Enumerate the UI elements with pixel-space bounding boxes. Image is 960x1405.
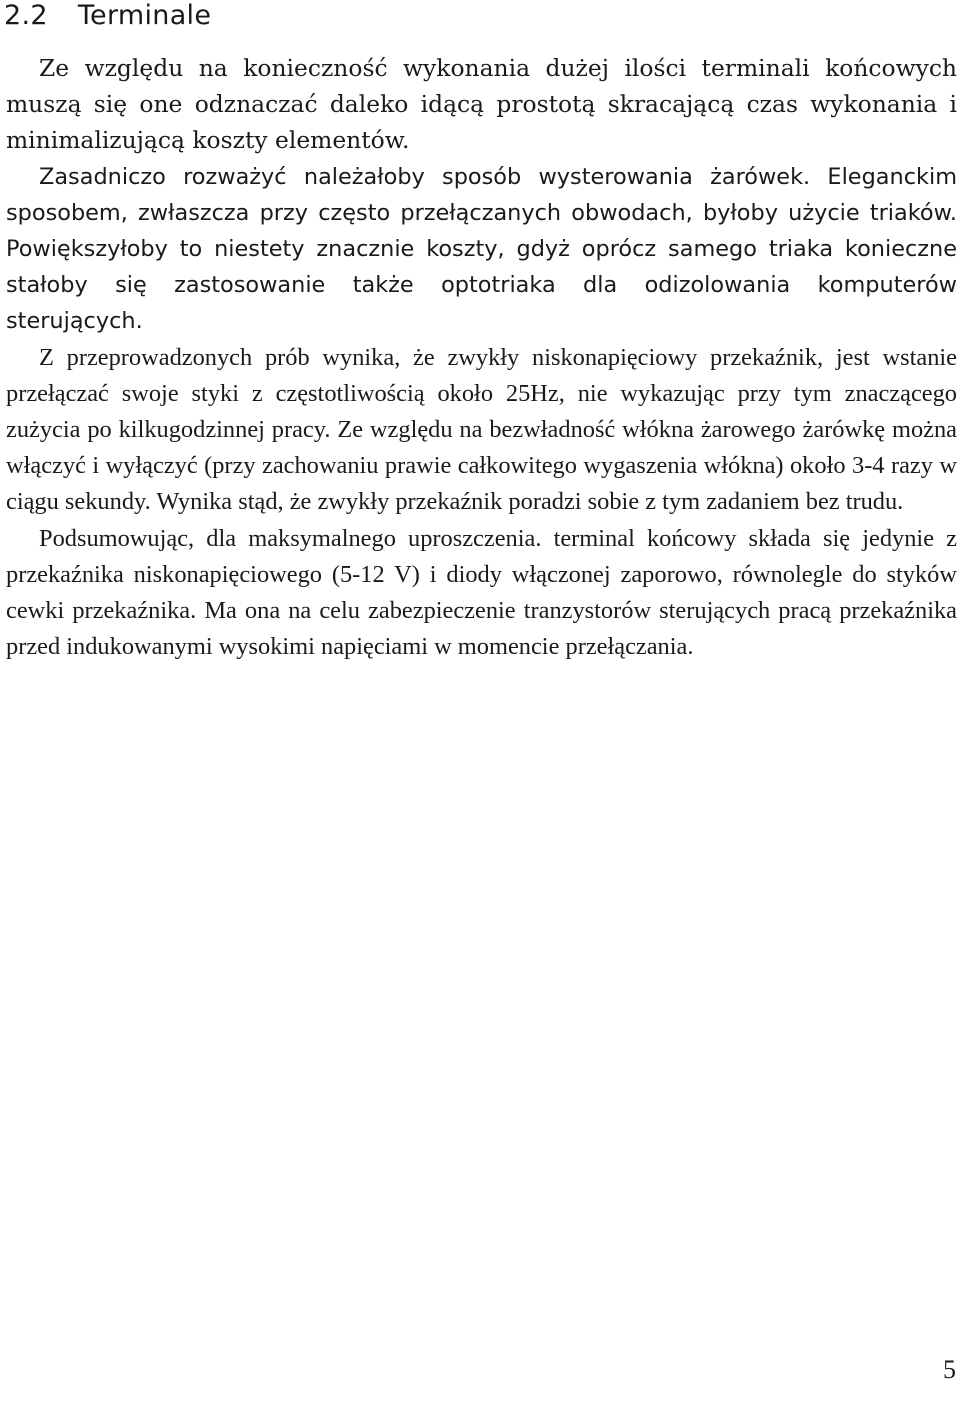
paragraph-4 [6, 521, 957, 666]
sentence-3: Powiększyłoby to niestety znacznie koszty, gdyż oprócz samego triaka konieczne stałoby się zastosowanie także optotriaka dla odizolowania komputerów sterujących. [6, 236, 957, 335]
sentence-4: Z przeprowadzonych prób wynika, że zwykły niskonapięciowy przekaźnik, jest wstanie przełączać swoje styki z częstotliwością około 25Hz, nie wykazując przy tym znaczącego zużycia po kilkugodzinnej pracy. [6, 343, 957, 444]
paragraph-3 [6, 340, 957, 521]
sentence-6: Podsumowując, dla maksymalnego uproszczenia. terminal końcowy składa się jedynie z przekaźnika niskonapięciowego (5-12 V) i diody włączonej zaporowo, równolegle do styków cewki przekaźnika. Ma ona na celu zabezpieczenie tranzystorów sterujących pracą przekaźnika przed indukowanymi wysokimi napięciami w momencie przełączania. [6, 524, 957, 661]
page-number: 5 [943, 1355, 956, 1384]
sentence-5: Ze względu na bezwładność włókna żarowego żarówkę można włączyć i wyłączyć (przy zachowaniu prawie całkowitego wygaszenia włókna) około 3-4 razy w ciągu sekundy. Wynika stąd, że zwykły przekaźnik poradzi sobie z tym zadaniem bez trudu. [6, 416, 957, 516]
paragraph-2 [6, 159, 957, 340]
section-heading [4, 0, 211, 32]
section-title: Terminale [77, 0, 212, 31]
sentence-2: Zasadniczo rozważyć należałoby sposób wysterowania żarówek. Eleganckim sposobem, zwłaszcza przy często przełączanych obwodach, byłoby użycie triaków. [6, 163, 957, 226]
document-body [6, 50, 957, 665]
sentence-1: Ze względu na konieczność wykonania dużej ilości terminali końcowych muszą się one odznaczać daleko idącą prostotą skracającą czas wykonania i minimalizującą koszty elementów. [6, 54, 957, 155]
paragraph-1 [6, 50, 957, 159]
section-number: 2.2 [4, 0, 48, 31]
